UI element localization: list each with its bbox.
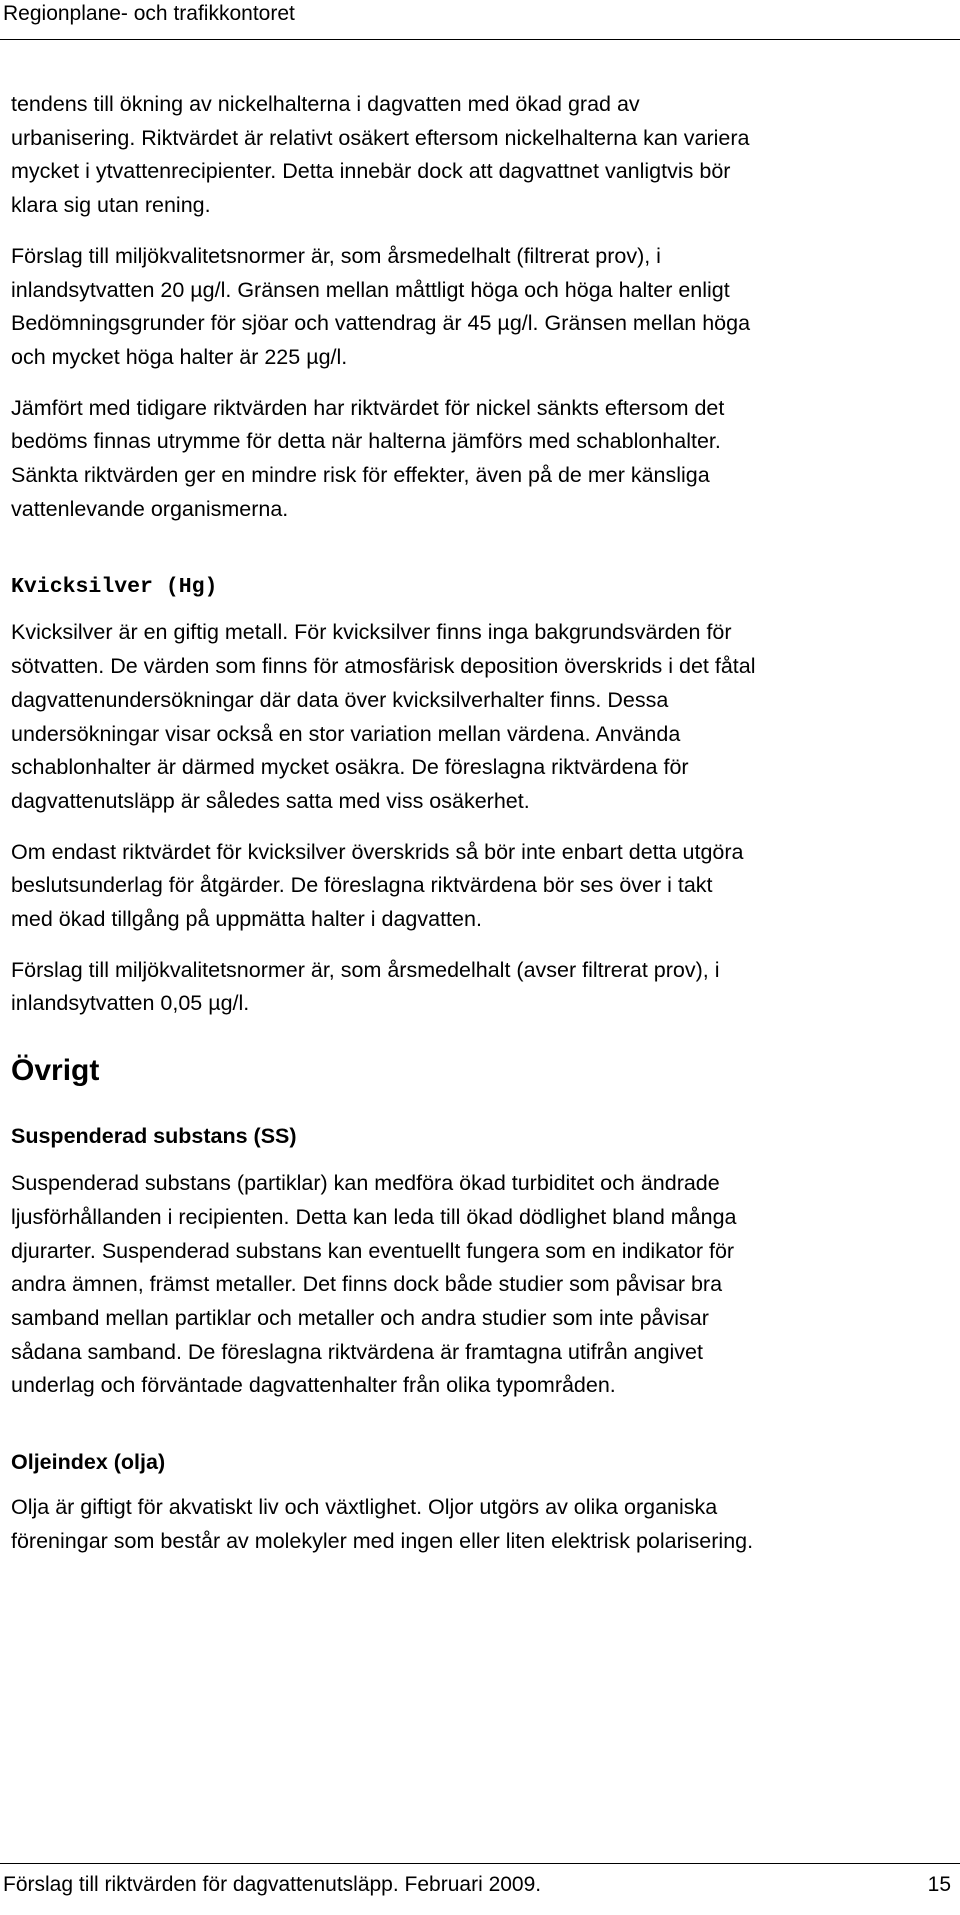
text-line: vattenlevande organismerna. xyxy=(11,496,289,521)
oil-heading: Oljeindex (olja) xyxy=(11,1450,166,1475)
mercury-paragraph-1 xyxy=(11,616,951,818)
ss-paragraph-1 xyxy=(11,1167,951,1403)
header-divider xyxy=(0,39,960,40)
nickel-paragraph-2 xyxy=(11,240,951,375)
text-line: undersökningar visar också en stor variation mellan värdena. Använda xyxy=(11,721,681,746)
text-line: dagvattenutsläpp är således satta med viss osäkerhet. xyxy=(11,788,530,813)
text-line: bedöms finnas utrymme för detta när halterna jämförs med schablonhalter. xyxy=(11,429,721,454)
text-line: mycket i ytvattenrecipienter. Detta innebär dock att dagvattnet vanligtvis bör xyxy=(11,159,731,184)
text-line: sötvatten. De värden som finns för atmosfärisk deposition överskrids i det fåtal xyxy=(11,654,756,679)
text-line: beslutsunderlag för åtgärder. De föreslagna riktvärdena bör ses över i takt xyxy=(11,873,713,898)
text-line: inlandsytvatten 0,05 µg/l. xyxy=(11,991,250,1016)
oil-paragraph-1 xyxy=(11,1491,951,1558)
text-line: sådana samband. De föreslagna riktvärdena är framtagna utifrån angivet xyxy=(11,1339,703,1364)
page-number: 15 xyxy=(927,1873,951,1896)
text-line: Förslag till miljökvalitetsnormer är, som årsmedelhalt (filtrerat prov), i xyxy=(11,243,661,268)
text-line: inlandsytvatten 20 µg/l. Gränsen mellan måttligt höga och höga halter enligt xyxy=(11,277,730,302)
text-line: och mycket höga halter är 225 µg/l. xyxy=(11,344,348,369)
text-line: urbanisering. Riktvärdet är relativt osäkert eftersom nickelhalterna kan variera xyxy=(11,125,750,150)
section-heading-other: Övrigt xyxy=(11,1054,100,1088)
mercury-heading: Kvicksilver (Hg) xyxy=(11,575,218,600)
text-line: föreningar som består av molekyler med ingen eller liten elektrisk polarisering. xyxy=(11,1528,754,1553)
page-header xyxy=(0,0,960,42)
ss-heading: Suspenderad substans (SS) xyxy=(11,1124,297,1149)
text-line: Bedömningsgrunder för sjöar och vattendrag är 45 µg/l. Gränsen mellan höga xyxy=(11,311,751,336)
nickel-paragraph-3 xyxy=(11,392,951,527)
text-line: dagvattenundersökningar där data över kvicksilverhalter finns. Dessa xyxy=(11,687,669,712)
text-line: tendens till ökning av nickelhalterna i dagvatten med ökad grad av xyxy=(11,92,640,116)
text-line: schablonhalter är därmed mycket osäkra. De föreslagna riktvärdena för xyxy=(11,755,689,780)
footer-divider xyxy=(0,1863,960,1864)
text-line: Om endast riktvärdet för kvicksilver överskrids så bör inte enbart detta utgöra xyxy=(11,839,744,864)
text-line: Kvicksilver är en giftig metall. För kvicksilver finns inga bakgrundsvärden för xyxy=(11,620,732,645)
text-line: klara sig utan rening. xyxy=(11,193,211,218)
text-line: andra ämnen, främst metaller. Det finns dock både studier som påvisar bra xyxy=(11,1272,723,1297)
text-line: samband mellan partiklar och metaller och andra studier som inte påvisar xyxy=(11,1305,709,1330)
text-line: ljusförhållanden i recipienten. Detta kan leda till ökad dödlighet bland många xyxy=(11,1204,737,1229)
document-body xyxy=(11,88,951,1559)
mercury-paragraph-2 xyxy=(11,836,951,937)
text-line: djurarter. Suspenderad substans kan eventuellt fungera som en indikator för xyxy=(11,1238,735,1263)
text-line: Jämfört med tidigare riktvärden har riktvärdet för nickel sänkts eftersom det xyxy=(11,395,725,420)
footer-document-title: Förslag till riktvärden för dagvattenutsläpp. Februari 2009. xyxy=(3,1873,542,1896)
text-line: Suspenderad substans (partiklar) kan medföra ökad turbiditet och ändrade xyxy=(11,1171,720,1196)
text-line: underlag och förväntade dagvattenhalter från olika typområden. xyxy=(11,1373,616,1398)
header-title: Regionplane- och trafikkontoret xyxy=(3,2,295,25)
text-line: Förslag till miljökvalitetsnormer är, som årsmedelhalt (avser filtrerat prov), i xyxy=(11,957,720,982)
nickel-paragraph-1 xyxy=(11,88,951,223)
mercury-paragraph-3 xyxy=(11,954,951,1021)
text-line: Olja är giftigt för akvatiskt liv och växtlighet. Oljor utgörs av olika organiska xyxy=(11,1495,718,1520)
text-line: Sänkta riktvärden ger en mindre risk för effekter, även på de mer känsliga xyxy=(11,463,710,488)
text-line: med ökad tillgång på uppmätta halter i dagvatten. xyxy=(11,907,482,932)
